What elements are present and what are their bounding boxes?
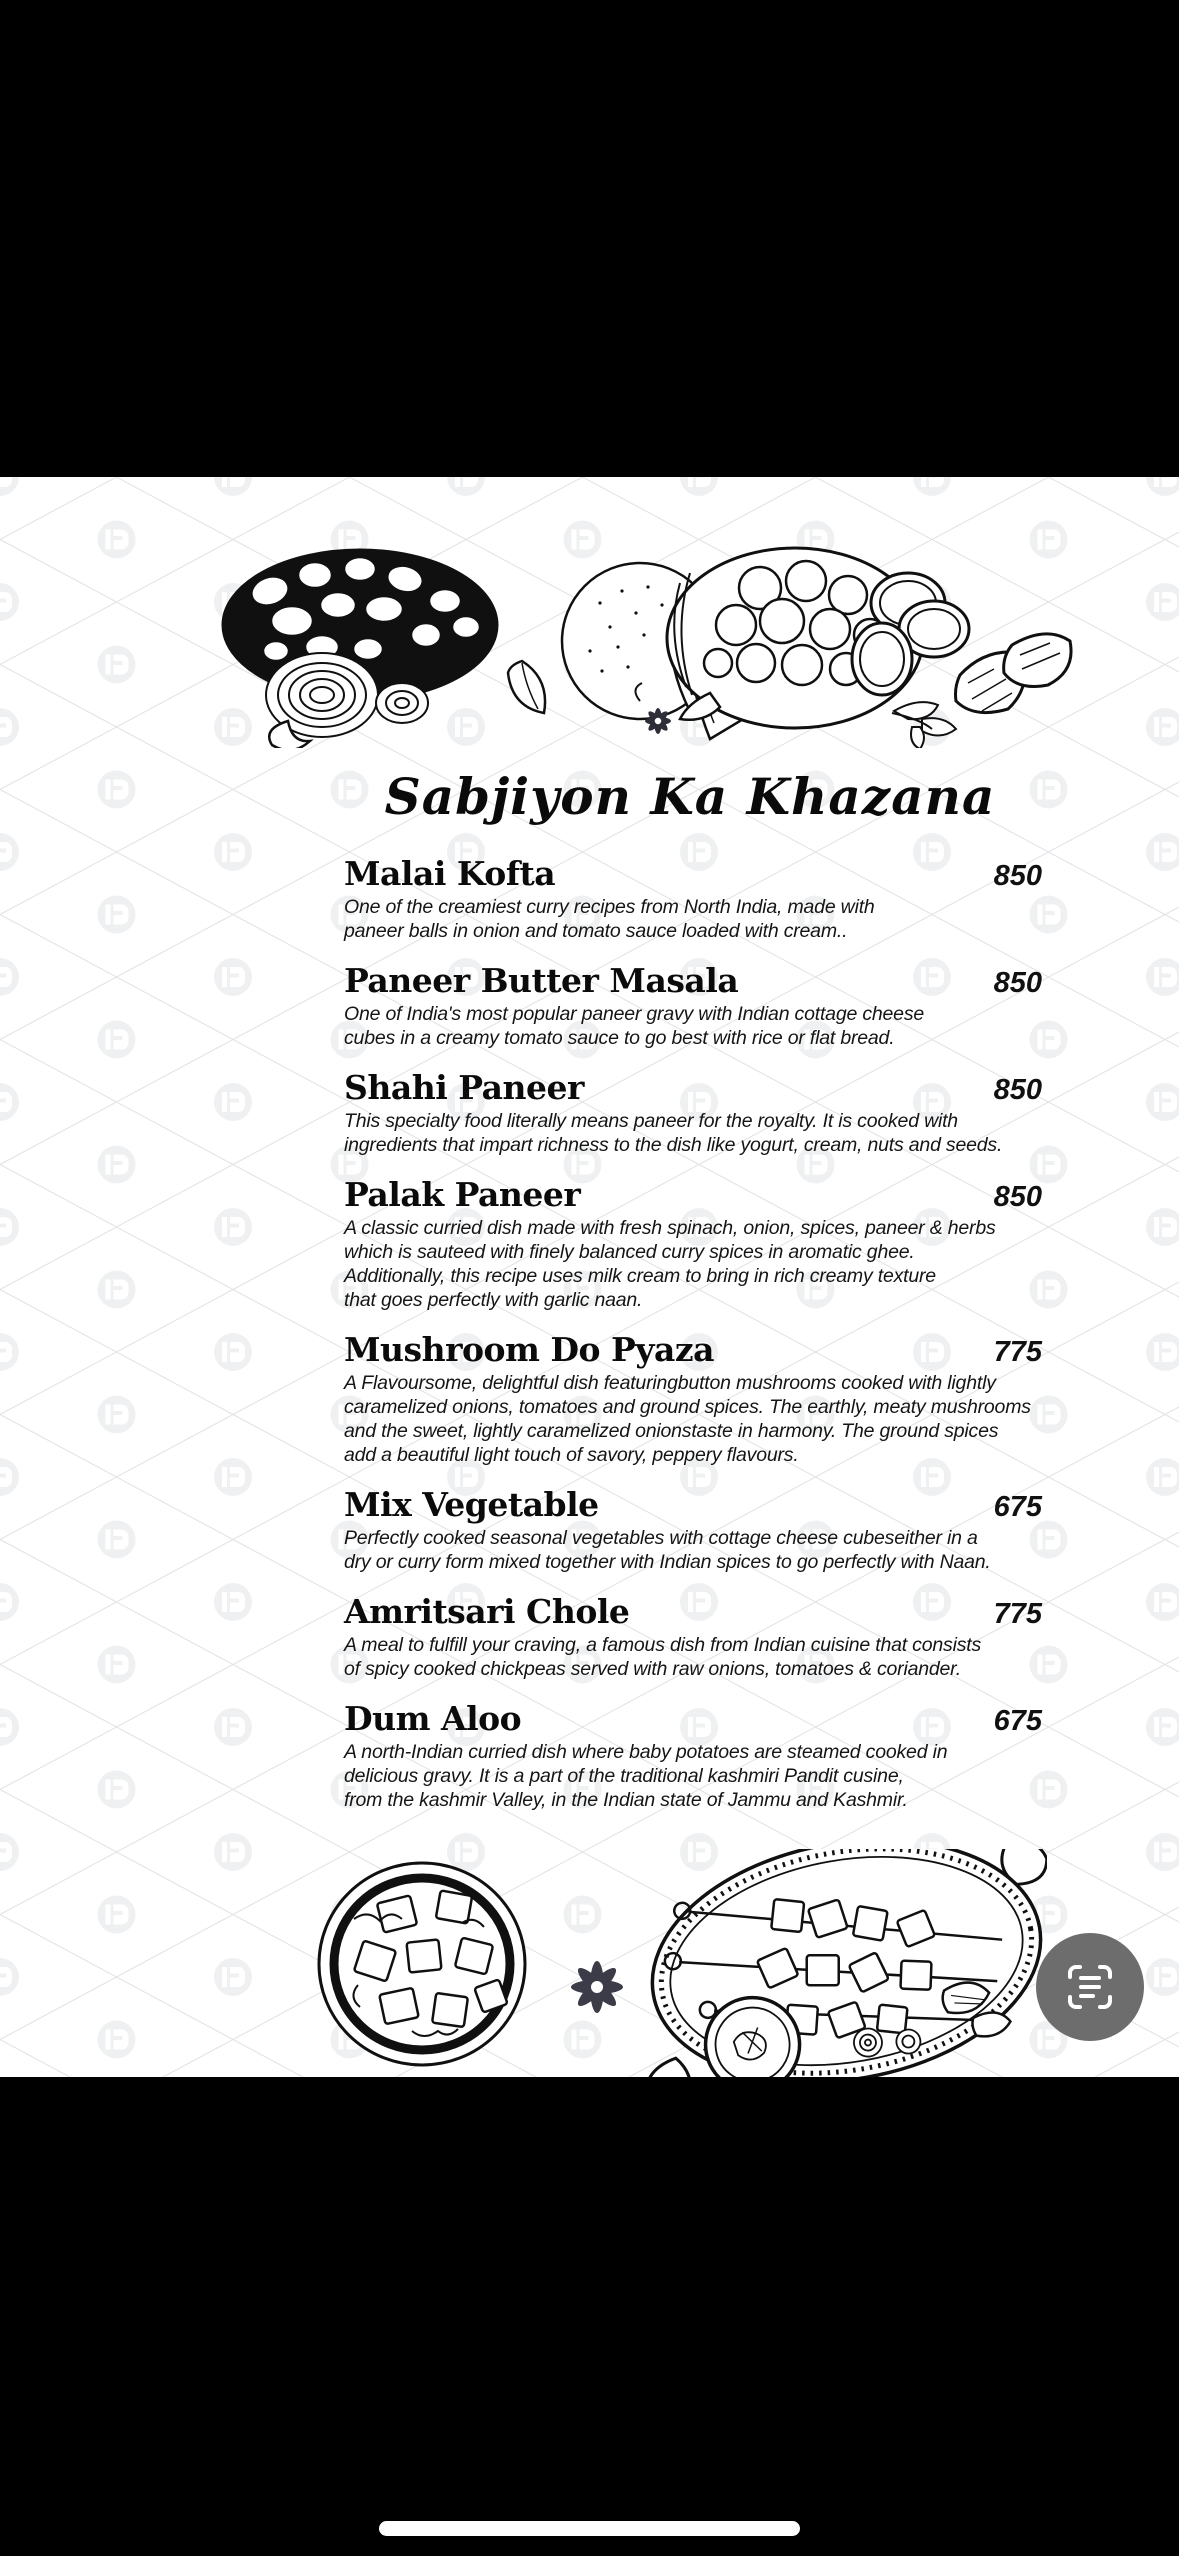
menu-item [344, 1486, 1042, 1574]
dish-name: Palak Paneer [344, 1175, 581, 1214]
dish-description: Perfectly cooked seasonal vegetables with cottage cheese cubeseither in a dry or curry form mixed together with Indian spices to go perfectly with Naan. [344, 1527, 991, 1573]
live-text-button[interactable] [1036, 1933, 1144, 2041]
menu-section-title: Sabjiyon Ka Khazana [384, 767, 996, 826]
dish-name: Shahi Paneer [344, 1068, 584, 1107]
dish-price: 775 [993, 1336, 1042, 1368]
dish-price: 850 [993, 1181, 1042, 1213]
menu-item [344, 1700, 1042, 1812]
dish-name: Malai Kofta [344, 854, 556, 893]
menu-photo[interactable] [0, 477, 1179, 2077]
dish-description: A Flavoursome, delightful dish featuringbutton mushrooms cooked with lightly caramelized onions, tomatoes and ground spices. The earthly, meaty mushrooms and the sweet, lightly caramelized onionstaste in harmony. The ground spices add a beautiful light touch of savory, peppery flavours. [344, 1372, 1031, 1466]
dish-price: 850 [993, 967, 1042, 999]
bottom-food-illustration [262, 1849, 1047, 2077]
live-text-scan-icon [1062, 1959, 1118, 2015]
menu-item [344, 1069, 1042, 1157]
menu-item [344, 1176, 1042, 1312]
menu-item [344, 962, 1042, 1050]
dish-name: Paneer Butter Masala [344, 961, 739, 1000]
dish-price: 850 [993, 1074, 1042, 1106]
menu-item [344, 855, 1042, 943]
menu-item [344, 1331, 1042, 1467]
dish-name: Dum Aloo [344, 1699, 522, 1738]
dish-description: One of India's most popular paneer gravy with Indian cottage cheese cubes in a creamy tomato sauce to go best with rice or flat bread. [344, 1003, 925, 1049]
menu-list [344, 855, 1042, 1831]
dish-description: A meal to fulfill your craving, a famous dish from Indian cuisine that consists of spicy cooked chickpeas served with raw onions, tomatoes & coriander. [344, 1634, 982, 1680]
dish-name: Amritsari Chole [344, 1592, 630, 1631]
dish-name: Mushroom Do Pyaza [344, 1330, 715, 1369]
dish-description: This specialty food literally means paneer for the royalty. It is cooked with ingredients that impart richness to the dish like yogurt, cream, nuts and seeds. [344, 1110, 1003, 1156]
dish-price: 675 [993, 1491, 1042, 1523]
dish-name: Mix Vegetable [344, 1485, 599, 1524]
home-indicator-bar[interactable] [379, 2521, 800, 2536]
dish-description: A north-Indian curried dish where baby potatoes are steamed cooked in delicious gravy. It is a part of the traditional kashmiri Pandit cusine, from the kashmir Valley, in the Indian state of Jammu and Kashmir. [344, 1741, 948, 1811]
top-food-illustration [170, 543, 1080, 748]
dish-price: 850 [993, 860, 1042, 892]
dish-description: One of the creamiest curry recipes from North India, made with paneer balls in onion and tomato sauce loaded with cream.. [344, 896, 875, 942]
dish-price: 675 [993, 1705, 1042, 1737]
menu-item [344, 1593, 1042, 1681]
dish-description: A classic curried dish made with fresh spinach, onion, spices, paneer & herbs which is sauteed with finely balanced curry spices in aromatic ghee. Additionally, this recipe uses milk cream to bring in rich creamy texture that goes perfectly with garlic naan. [344, 1217, 996, 1311]
dish-price: 775 [993, 1598, 1042, 1630]
